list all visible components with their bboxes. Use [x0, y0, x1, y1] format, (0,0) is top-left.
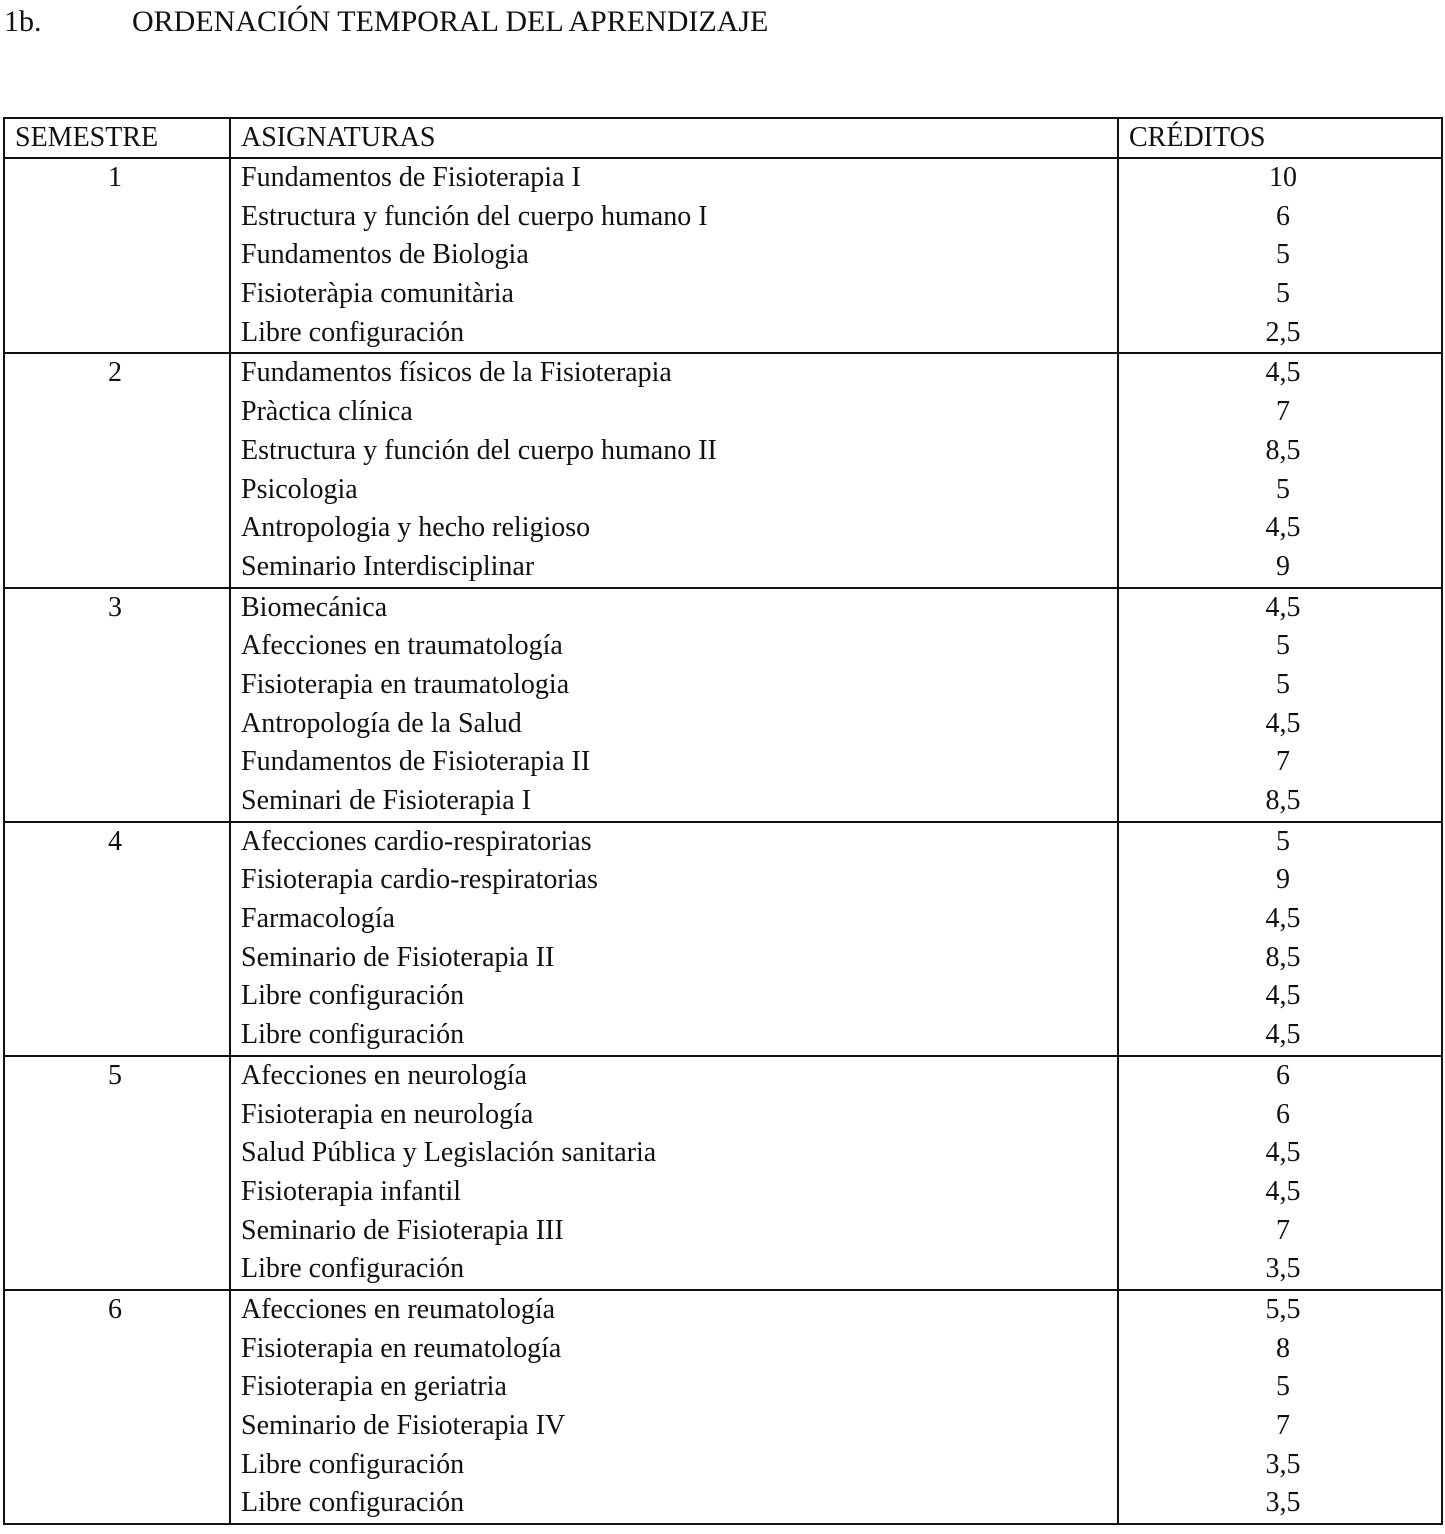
subjects-cell: [230, 1290, 1118, 1524]
subject-name: Antropologia y hecho religioso: [241, 512, 591, 544]
subject-credits: 6: [1276, 1098, 1290, 1130]
subjects-cell: [230, 822, 1118, 1056]
credits-cell: [1118, 158, 1442, 353]
subject-credits: 4,5: [1265, 980, 1301, 1012]
subject-name: Psicologia: [241, 473, 358, 505]
subject-credits: 4,5: [1265, 591, 1301, 623]
subject-credits: 4,5: [1265, 903, 1301, 935]
subject-name: Fisioteràpia comunitària: [241, 278, 514, 310]
semester-cell: [4, 1056, 230, 1290]
subject-name: Fisioterapia cardio-respiratorias: [241, 864, 598, 896]
header-asignaturas: ASIGNATURAS: [230, 118, 1118, 158]
subject-credits: 7: [1276, 1214, 1290, 1246]
header-semestre: SEMESTRE: [4, 118, 230, 158]
subject-credits: 4,5: [1265, 512, 1301, 544]
semester-number: 1: [108, 162, 122, 193]
semester-number: 2: [108, 357, 122, 389]
subject-name: Antropología de la Salud: [241, 707, 522, 739]
semester-row: [4, 1056, 1442, 1290]
subject-name: Fisioterapia en traumatologia: [241, 668, 570, 700]
subject-name: Farmacología: [241, 903, 395, 935]
subject-name: Libre configuración: [241, 1253, 465, 1285]
subject-name: Biomecánica: [241, 591, 388, 623]
subject-credits: 8,5: [1265, 434, 1301, 466]
subject-name: Seminari de Fisioterapia I: [241, 785, 532, 816]
credits-cell: [1118, 588, 1442, 822]
subject-name: Afecciones en traumatología: [241, 630, 563, 662]
subjects-cell: [230, 353, 1118, 587]
section-heading: [4, 2, 768, 42]
semester-cell: [4, 1290, 230, 1524]
subject-credits: 7: [1276, 1410, 1290, 1441]
subject-credits: 4,5: [1265, 357, 1301, 389]
subject-credits: 2,5: [1265, 316, 1301, 348]
subject-name: Fundamentos físicos de la Fisioterapia: [241, 357, 672, 389]
subject-credits: 9: [1276, 550, 1290, 582]
section-number: 1b.: [4, 5, 42, 38]
subject-credits: 5: [1276, 1371, 1290, 1403]
credits-cell: [1118, 1056, 1442, 1290]
subjects-cell: [230, 158, 1118, 353]
subject-credits: 10: [1269, 162, 1297, 193]
subject-name: Fundamentos de Fisioterapia II: [241, 746, 591, 778]
subject-credits: 4,5: [1265, 1137, 1301, 1169]
subject-credits: 5: [1276, 825, 1290, 857]
subject-name: Fisioterapia en reumatología: [241, 1332, 562, 1364]
subject-name: Fisioterapia infantil: [241, 1175, 462, 1207]
subject-name: Fisioterapia en geriatria: [241, 1371, 507, 1403]
subject-credits: 8,5: [1265, 941, 1301, 973]
semester-row: [4, 353, 1442, 587]
subject-credits: 8: [1276, 1332, 1290, 1364]
subject-credits: 4,5: [1265, 1175, 1301, 1207]
subject-credits: 3,5: [1265, 1448, 1301, 1480]
subject-credits: 3,5: [1265, 1253, 1301, 1285]
subject-credits: 5: [1276, 239, 1290, 271]
table-header-row: [4, 118, 1442, 158]
semester-number: 6: [108, 1293, 122, 1325]
semester-number: 3: [108, 591, 122, 623]
subject-name: Seminario de Fisioterapia IV: [241, 1410, 566, 1441]
subject-name: Afecciones cardio-respiratorias: [241, 825, 592, 857]
subject-credits: 8,5: [1265, 785, 1301, 816]
subject-name: Libre configuración: [241, 316, 465, 348]
semester-row: [4, 158, 1442, 353]
semester-number: 4: [108, 825, 122, 857]
semester-cell: [4, 822, 230, 1056]
semester-cell: [4, 353, 230, 587]
subjects-cell: [230, 1056, 1118, 1290]
subject-name: Fundamentos de Biologia: [241, 239, 529, 271]
subject-credits: 6: [1276, 1059, 1290, 1091]
semester-number: 5: [108, 1059, 122, 1091]
semester-cell: [4, 588, 230, 822]
subject-credits: 5: [1276, 473, 1290, 505]
semester-cell: [4, 158, 230, 353]
subject-name: Seminario Interdisciplinar: [241, 550, 535, 582]
subject-name: Estructura y función del cuerpo humano II: [241, 434, 717, 466]
subject-credits: 3,5: [1265, 1487, 1301, 1519]
subject-credits: 5,5: [1265, 1293, 1301, 1325]
subject-name: Afecciones en reumatología: [241, 1293, 556, 1325]
semester-row: [4, 1290, 1442, 1524]
subject-name: Libre configuración: [241, 1487, 465, 1519]
section-title: ORDENACIÓN TEMPORAL DEL APRENDIZAJE: [132, 5, 769, 38]
subject-name: Libre configuración: [241, 1448, 465, 1480]
subject-name: Fundamentos de Fisioterapia I: [241, 162, 581, 193]
credits-cell: [1118, 1290, 1442, 1524]
semester-row: [4, 822, 1442, 1056]
subject-credits: 7: [1276, 396, 1290, 428]
subject-name: Libre configuración: [241, 1019, 465, 1051]
table-body: [4, 158, 1442, 1524]
subject-name: Salud Pública y Legislación sanitaria: [241, 1137, 657, 1169]
subject-name: Libre configuración: [241, 980, 465, 1012]
header-creditos: CRÉDITOS: [1118, 118, 1442, 158]
subject-name: Pràctica clínica: [241, 396, 413, 428]
credits-cell: [1118, 822, 1442, 1056]
course-schedule-table: [3, 117, 1443, 1525]
subject-credits: 5: [1276, 630, 1290, 662]
subject-credits: 5: [1276, 668, 1290, 700]
subject-credits: 5: [1276, 278, 1290, 310]
subject-name: Seminario de Fisioterapia III: [241, 1214, 564, 1246]
subject-credits: 7: [1276, 746, 1290, 778]
subject-name: Estructura y función del cuerpo humano I: [241, 200, 708, 232]
subject-credits: 9: [1276, 864, 1290, 896]
subject-credits: 4,5: [1265, 707, 1301, 739]
subject-credits: 6: [1276, 200, 1290, 232]
subject-name: Fisioterapia en neurología: [241, 1098, 534, 1130]
subject-credits: 4,5: [1265, 1019, 1301, 1051]
subject-name: Afecciones en neurología: [241, 1059, 528, 1091]
subjects-cell: [230, 588, 1118, 822]
credits-cell: [1118, 353, 1442, 587]
semester-row: [4, 588, 1442, 822]
subject-name: Seminario de Fisioterapia II: [241, 941, 555, 973]
